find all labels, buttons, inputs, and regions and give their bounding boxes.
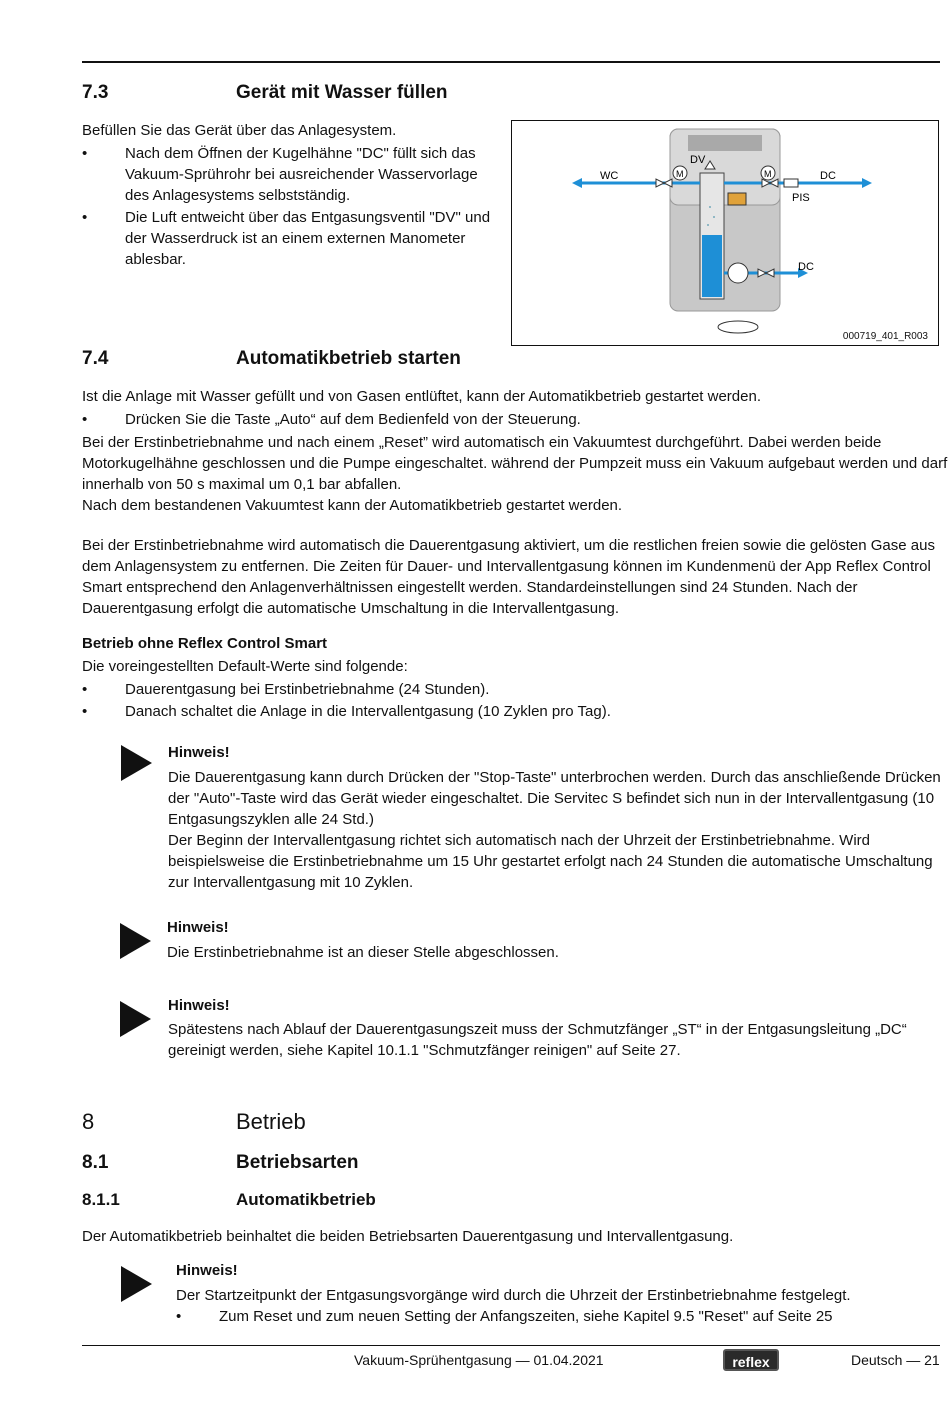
reflex-logo: reflex <box>723 1349 779 1371</box>
list-item-text: Dauerentgasung bei Erstinbetriebnahme (24 Stunden). <box>125 681 490 698</box>
label-motor-left: M <box>676 169 684 179</box>
paragraph-7-4-p1: Ist die Anlage mit Wasser gefüllt und von Gasen entlüftet, kann der Automatikbetrieb gestartet werden. <box>82 388 761 405</box>
note-arrow-icon <box>121 1266 152 1302</box>
bullet-symbol: • <box>82 681 88 698</box>
paragraph-7-4-p2: Bei der Erstinbetriebnahme und nach einem „Reset” wird automatisch ein Vakuumtest durchgeführt. Dabei werden beide Motorkugelhähne geschlossen und die Pumpe eingeschaltet. während der Pumpzeit muss ein Vakuum aufgebaut werden und darf innerhalb von 50 s maximal um 0,1 bar abfallen. Nach dem bestandenen Vakuumtest kann der Automatikbetrieb gestartet werden. <box>82 434 948 514</box>
paragraph-7-3-intro: Befüllen Sie das Gerät über das Anlagesystem. <box>82 122 397 139</box>
spray-droplet <box>707 224 709 226</box>
bottom-rule <box>82 1345 940 1346</box>
label-pis: PIS <box>792 192 810 204</box>
valve-wc-icon <box>664 179 672 187</box>
bullet-symbol: • <box>82 209 88 226</box>
paragraph-8-1-1-p1: Der Automatikbetrieb beinhaltet die beiden Betriebsarten Dauerentgasung und Intervallentgasung. <box>82 1228 734 1245</box>
arrow-dc-top-icon <box>862 178 872 188</box>
top-rule <box>82 61 940 63</box>
valve-wc-icon <box>656 179 664 187</box>
section-number-8-1: 8.1 <box>82 1152 109 1173</box>
spray-droplet <box>709 206 711 208</box>
list-item <box>82 207 502 271</box>
note-arrow-icon <box>121 745 152 781</box>
bullet-symbol: • <box>176 1308 182 1325</box>
pressure-sensor-icon <box>728 193 746 205</box>
footer-page-number: Deutsch — 21 <box>851 1352 940 1368</box>
control-display <box>688 135 762 151</box>
note-arrow-icon <box>120 923 151 959</box>
label-dv: DV <box>690 154 706 166</box>
section-number-8-1-1: 8.1.1 <box>82 1190 120 1209</box>
section-title-7-3: Gerät mit Wasser füllen <box>236 82 448 103</box>
label-motor-right: M <box>764 169 772 179</box>
figure-device-diagram <box>511 120 939 346</box>
label-wc: WC <box>600 170 619 182</box>
list-item-text: Zum Reset und zum neuen Setting der Anfangszeiten, siehe Kapitel 9.5 "Reset" auf Seite 25 <box>219 1308 833 1325</box>
list-item <box>82 143 502 207</box>
note-body: Die Erstinbetriebnahme ist an dieser Stelle abgeschlossen. <box>167 944 559 961</box>
spray-droplet <box>713 216 715 218</box>
bullet-symbol: • <box>82 703 88 720</box>
footer-title: Vakuum-Sprühentgasung — 01.04.2021 <box>354 1352 604 1368</box>
water-column <box>702 235 722 297</box>
paragraph-7-4-p4: Die voreingestellten Default-Werte sind folgende: <box>82 658 408 675</box>
list-item <box>176 1306 916 1328</box>
section-title-7-4: Automatikbetrieb starten <box>236 348 461 369</box>
note-body: Der Startzeitpunkt der Entgasungsvorgänge wird durch die Uhrzeit der Erstinbetriebnahme festgelegt. <box>176 1287 851 1304</box>
figure-id: 000719_401_R003 <box>842 331 928 342</box>
note-heading: Hinweis! <box>176 1262 238 1279</box>
arrow-wc-icon <box>572 178 582 188</box>
subheading-betrieb-ohne-rcs: Betrieb ohne Reflex Control Smart <box>82 635 328 652</box>
note-body: Spätestens nach Ablauf der Dauerentgasungszeit muss der Schmutzfänger „ST“ in der Entgasungsleitung „DC“ gereinigt werden, siehe Kapitel 10.1.1 "Schmutzfänger reinigen" auf Seite 27. <box>168 1021 907 1059</box>
list-item <box>82 409 922 431</box>
section-title-8: Betrieb <box>236 1109 306 1134</box>
label-dc-bottom: DC <box>798 261 814 273</box>
bullet-symbol: • <box>82 145 88 162</box>
section-title-8-1-1: Automatikbetrieb <box>236 1190 376 1209</box>
section-number-8: 8 <box>82 1109 95 1134</box>
section-number-7-3: 7.3 <box>82 82 109 103</box>
note-body: Die Dauerentgasung kann durch Drücken der "Stop-Taste" unterbrochen werden. Durch das anschließende Drücken der "Auto"-Taste wird das Gerät wieder eingeschaltet. Die Servitec S befindet sich nun in der Intervallentgasung (10 Entgasungszyklen alle 24 Std.) Der Beginn der Intervallentgasung richtet sich automatisch nach der Uhrzeit der Erstinbetriebnahme. Wird beispielsweise die Erstinbetriebnahme um 15 Uhr gestartet erfolgt nach 24 Stunden die automatische Umschaltung zur Intervallentgasung mit 10 Zyklen. <box>168 769 941 891</box>
list-item-text: Nach dem Öffnen der Kugelhähne "DC" füllt sich das Vakuum-Sprührohr bei ausreichender Wasservorlage des Anlagesystems selbstständig. <box>125 145 478 204</box>
list-item-text: Drücken Sie die Taste „Auto“ auf dem Bedienfeld von der Steuerung. <box>125 411 581 428</box>
list-item-text: Danach schaltet die Anlage in die Intervallentgasung (10 Zyklen pro Tag). <box>125 703 611 720</box>
strainer-icon <box>784 179 798 187</box>
note-heading: Hinweis! <box>168 744 230 761</box>
rotation-icon <box>718 321 758 333</box>
note-heading: Hinweis! <box>167 919 229 936</box>
paragraph-7-4-p3: Bei der Erstinbetriebnahme wird automatisch die Dauerentgasung aktiviert, um die restlichen freien sowie die gelösten Gase aus dem Anlagensystem zu entfernen. Die Zeiten für Dauer- und Intervallentgasung können im Kundenmenü der App Reflex Control Smart entsprechend den Anlagenverhältnissen eingestellt werden. Standardeinstellungen sind 24 Stunden. Nach der Dauerentgasung erfolgt die automatische Umschaltung in die Intervallentgasung. <box>82 537 935 617</box>
list-item <box>82 701 922 723</box>
note-heading: Hinweis! <box>168 997 230 1014</box>
device-diagram <box>512 121 938 345</box>
bullet-symbol: • <box>82 411 88 428</box>
label-dc-top: DC <box>820 170 836 182</box>
pump-icon <box>728 263 748 283</box>
note-arrow-icon <box>120 1001 151 1037</box>
list-item <box>82 679 922 701</box>
section-title-8-1: Betriebsarten <box>236 1152 359 1173</box>
section-number-7-4: 7.4 <box>82 348 109 369</box>
list-item-text: Die Luft entweicht über das Entgasungsventil "DV" und der Wasserdruck ist an einem externen Manometer ablesbar. <box>125 209 491 268</box>
